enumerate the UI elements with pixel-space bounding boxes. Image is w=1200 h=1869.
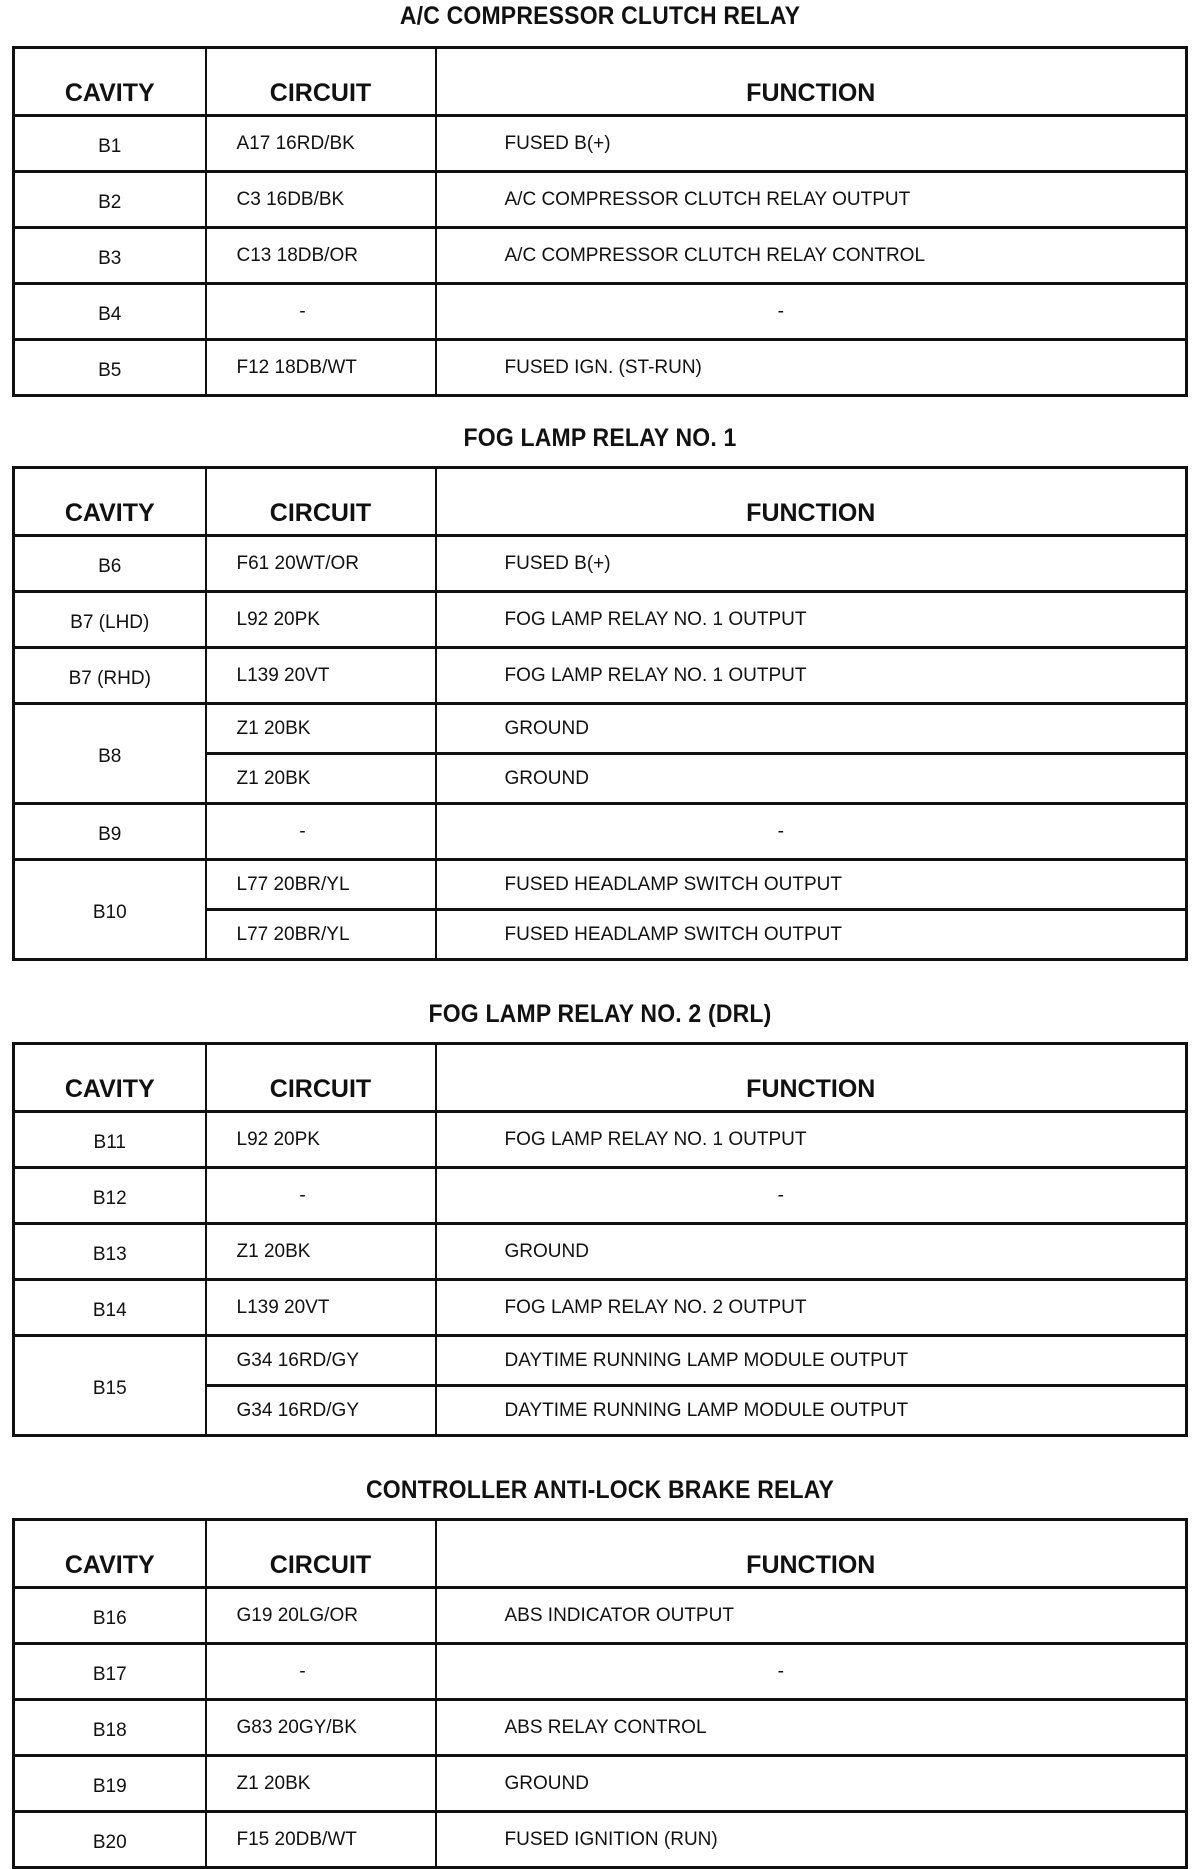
- cavity-cell: B10: [14, 860, 206, 960]
- function-cell: -: [436, 804, 1187, 860]
- table-row: [14, 1700, 1187, 1756]
- function-cell: FUSED B(+): [436, 536, 1187, 592]
- table-row: [14, 1812, 1187, 1868]
- table-row: [14, 804, 1187, 860]
- function-cell: ABS RELAY CONTROL: [436, 1700, 1187, 1756]
- header-function: FUNCTION: [436, 468, 1187, 536]
- function-cell: FOG LAMP RELAY NO. 1 OUTPUT: [436, 648, 1187, 704]
- table-row: [14, 1644, 1187, 1700]
- function-cell: FUSED HEADLAMP SWITCH OUTPUT: [436, 860, 1187, 910]
- cavity-cell: B2: [14, 172, 206, 228]
- circuit-cell: L92 20PK: [206, 1112, 436, 1168]
- function-cell: FOG LAMP RELAY NO. 1 OUTPUT: [436, 592, 1187, 648]
- section-title: A/C COMPRESSOR CLUTCH RELAY: [399, 2, 801, 30]
- circuit-cell: L92 20PK: [206, 592, 436, 648]
- table-row: [14, 1756, 1187, 1812]
- function-cell: DAYTIME RUNNING LAMP MODULE OUTPUT: [436, 1336, 1187, 1386]
- function-cell: GROUND: [436, 704, 1187, 754]
- function-cell: -: [436, 284, 1187, 340]
- section-title: FOG LAMP RELAY NO. 1: [463, 424, 737, 452]
- circuit-cell: G19 20LG/OR: [206, 1588, 436, 1644]
- cavity-cell: B14: [14, 1280, 206, 1336]
- circuit-cell: A17 16RD/BK: [206, 116, 436, 172]
- function-cell: GROUND: [436, 754, 1187, 804]
- cavity-cell: B16: [14, 1588, 206, 1644]
- table-row: [14, 340, 1187, 396]
- header-circuit: CIRCUIT: [206, 468, 436, 536]
- circuit-cell: Z1 20BK: [206, 754, 436, 804]
- circuit-cell: G83 20GY/BK: [206, 1700, 436, 1756]
- header-row: [14, 1044, 1187, 1112]
- header-cavity: CAVITY: [14, 48, 206, 116]
- header-row: [14, 468, 1187, 536]
- header-row: [14, 48, 1187, 116]
- circuit-cell: -: [206, 1644, 436, 1700]
- cavity-cell: B6: [14, 536, 206, 592]
- cavity-cell: B20: [14, 1812, 206, 1868]
- circuit-cell: -: [206, 804, 436, 860]
- section-title: CONTROLLER ANTI-LOCK BRAKE RELAY: [365, 1476, 835, 1504]
- circuit-cell: L77 20BR/YL: [206, 910, 436, 960]
- function-cell: ABS INDICATOR OUTPUT: [436, 1588, 1187, 1644]
- table-row: [14, 1588, 1187, 1644]
- table-row: [14, 648, 1187, 704]
- header-circuit: CIRCUIT: [206, 1520, 436, 1588]
- function-cell: GROUND: [436, 1224, 1187, 1280]
- cavity-cell: B15: [14, 1336, 206, 1436]
- function-cell: FOG LAMP RELAY NO. 1 OUTPUT: [436, 1112, 1187, 1168]
- table-row: [14, 1224, 1187, 1280]
- cavity-cell: B11: [14, 1112, 206, 1168]
- circuit-cell: L77 20BR/YL: [206, 860, 436, 910]
- header-cavity: CAVITY: [14, 1520, 206, 1588]
- header-function: FUNCTION: [436, 1520, 1187, 1588]
- cavity-cell: B1: [14, 116, 206, 172]
- circuit-cell: C13 18DB/OR: [206, 228, 436, 284]
- table-row: [14, 704, 1187, 754]
- circuit-cell: Z1 20BK: [206, 1224, 436, 1280]
- function-cell: -: [436, 1644, 1187, 1700]
- cavity-cell: B12: [14, 1168, 206, 1224]
- cavity-cell: B17: [14, 1644, 206, 1700]
- table-row: [14, 536, 1187, 592]
- function-cell: DAYTIME RUNNING LAMP MODULE OUTPUT: [436, 1386, 1187, 1436]
- table-row: [14, 1336, 1187, 1386]
- cavity-table: [12, 1518, 1188, 1869]
- function-cell: A/C COMPRESSOR CLUTCH RELAY OUTPUT: [436, 172, 1187, 228]
- circuit-cell: C3 16DB/BK: [206, 172, 436, 228]
- cavity-table: [12, 46, 1188, 397]
- header-circuit: CIRCUIT: [206, 1044, 436, 1112]
- section-title: FOG LAMP RELAY NO. 2 (DRL): [428, 1000, 772, 1028]
- function-cell: FUSED IGNITION (RUN): [436, 1812, 1187, 1868]
- cavity-cell: B18: [14, 1700, 206, 1756]
- table-row: [14, 1168, 1187, 1224]
- table-row: [14, 592, 1187, 648]
- circuit-cell: L139 20VT: [206, 1280, 436, 1336]
- circuit-cell: L139 20VT: [206, 648, 436, 704]
- circuit-cell: -: [206, 284, 436, 340]
- cavity-cell: B9: [14, 804, 206, 860]
- table-row: [14, 1112, 1187, 1168]
- cavity-cell: B5: [14, 340, 206, 396]
- cavity-cell: B13: [14, 1224, 206, 1280]
- function-cell: GROUND: [436, 1756, 1187, 1812]
- header-cavity: CAVITY: [14, 1044, 206, 1112]
- cavity-cell: B4: [14, 284, 206, 340]
- header-cavity: CAVITY: [14, 468, 206, 536]
- circuit-cell: F12 18DB/WT: [206, 340, 436, 396]
- table-row: [14, 284, 1187, 340]
- function-cell: FUSED B(+): [436, 116, 1187, 172]
- function-cell: FUSED HEADLAMP SWITCH OUTPUT: [436, 910, 1187, 960]
- table-row: [14, 1280, 1187, 1336]
- circuit-cell: -: [206, 1168, 436, 1224]
- circuit-cell: F61 20WT/OR: [206, 536, 436, 592]
- function-cell: FOG LAMP RELAY NO. 2 OUTPUT: [436, 1280, 1187, 1336]
- cavity-cell: B19: [14, 1756, 206, 1812]
- cavity-cell: B7 (RHD): [14, 648, 206, 704]
- function-cell: A/C COMPRESSOR CLUTCH RELAY CONTROL: [436, 228, 1187, 284]
- cavity-cell: B3: [14, 228, 206, 284]
- circuit-cell: Z1 20BK: [206, 1756, 436, 1812]
- function-cell: -: [436, 1168, 1187, 1224]
- table-row: [14, 172, 1187, 228]
- table-row: [14, 228, 1187, 284]
- header-circuit: CIRCUIT: [206, 48, 436, 116]
- table-row: [14, 116, 1187, 172]
- cavity-table: [12, 1042, 1188, 1437]
- cavity-cell: B8: [14, 704, 206, 804]
- function-cell: FUSED IGN. (ST-RUN): [436, 340, 1187, 396]
- table-row: [14, 860, 1187, 910]
- circuit-cell: G34 16RD/GY: [206, 1386, 436, 1436]
- circuit-cell: G34 16RD/GY: [206, 1336, 436, 1386]
- cavity-table: [12, 466, 1188, 961]
- header-row: [14, 1520, 1187, 1588]
- cavity-cell: B7 (LHD): [14, 592, 206, 648]
- header-function: FUNCTION: [436, 48, 1187, 116]
- circuit-cell: F15 20DB/WT: [206, 1812, 436, 1868]
- header-function: FUNCTION: [436, 1044, 1187, 1112]
- circuit-cell: Z1 20BK: [206, 704, 436, 754]
